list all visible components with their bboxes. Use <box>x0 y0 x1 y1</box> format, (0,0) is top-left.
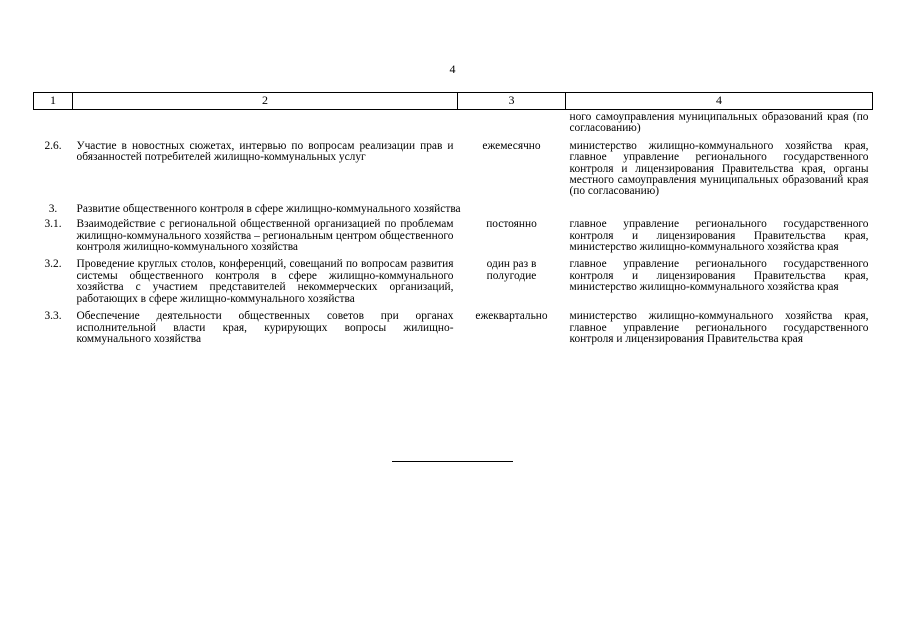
row-responsible: главное управление регионального государственного контроля и лицензирования Правительства края, министерство жилищно-коммунального хозяйства края <box>569 258 869 294</box>
page-number: 4 <box>449 62 456 76</box>
section-number: 3. <box>48 202 58 215</box>
row-activity: Участие в новостных сюжетах, интервью по вопросам реализации прав и обязанностей потребителей жилищно-коммунальных услуг <box>76 139 454 164</box>
row-activity: Проведение круглых столов, конференций, совещаний по вопросам развития системы общественного контроля в сфере жилищно-коммунального хозяйства с участием представителей некоммерческих организаций, работающих в сфере жилищно-коммунального хозяйства <box>76 258 454 305</box>
section-title: Развитие общественного контроля в сфере жилищно-коммунального хозяйства <box>76 202 461 215</box>
table-row <box>34 311 873 351</box>
row-responsible: главное управление регионального государственного контроля и лицензирования Правительства края, министерство жилищно-коммунального хозяйства края <box>569 218 869 254</box>
row-term: ежемесячно <box>482 139 541 152</box>
row-number: 3.2. <box>44 258 62 271</box>
row-activity: Обеспечение деятельности общественных советов при органах исполнительной власти края, курирующих вопросы жилищно-коммунального хозяйства <box>76 310 454 345</box>
table-row <box>34 141 873 204</box>
continuation-text: ного самоуправления муниципальных образований края (по согласованию) <box>569 111 869 135</box>
closing-rule <box>392 461 513 462</box>
header-col-2: 2 <box>73 93 458 110</box>
row-term: постоянно <box>486 218 537 231</box>
row-term: ежеквартально <box>475 310 548 323</box>
table-row <box>34 219 873 259</box>
header-row <box>34 93 873 110</box>
row-number: 2.6. <box>44 139 62 152</box>
header-col-4: 4 <box>566 93 873 110</box>
row-number: 3.3. <box>44 310 62 323</box>
table-row <box>34 259 873 311</box>
continuation-row <box>34 110 873 141</box>
plan-table <box>33 92 873 351</box>
header-col-3: 3 <box>458 93 566 110</box>
header-col-1: 1 <box>34 93 73 110</box>
row-term: один раз в полугодие <box>486 258 537 282</box>
row-responsible: министерство жилищно-коммунального хозяйства края, главное управление регионального государственного контроля и лицензирования Правительства края, органы местного самоуправления муниципальных образований края (по согласованию) <box>569 139 869 198</box>
row-number: 3.1. <box>44 218 62 231</box>
row-responsible: министерство жилищно-коммунального хозяйства края, главное управление регионального государственного контроля и лицензирования Правительства края <box>569 310 869 345</box>
section-row <box>34 204 873 219</box>
row-activity: Взаимодействие с региональной общественной организацией по проблемам жилищно-коммунального хозяйства – региональным центром общественного контроля жилищно-коммунального хозяйства <box>76 218 454 254</box>
